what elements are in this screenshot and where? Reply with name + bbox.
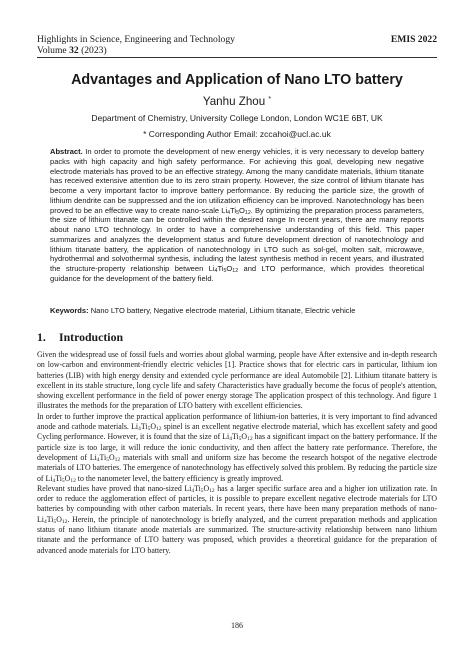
volume-year: (2023)	[78, 45, 107, 56]
section-number: 1.	[37, 330, 46, 344]
corresponding-email: * Corresponding Author Email: zccahoi@ucl.ac.uk	[143, 129, 331, 139]
volume-number: 32	[69, 45, 79, 56]
journal-name: Highlights in Science, Engineering and Technology	[37, 34, 235, 45]
section-title: Introduction	[59, 330, 124, 344]
keywords-text: Nano LTO battery, Negative electrode material, Lithium titanate, Electric vehicle	[90, 306, 356, 315]
affiliation: Department of Chemistry, University College London, London WC1E 6BT, UK	[91, 113, 383, 123]
introduction-body	[37, 350, 437, 556]
paragraph: Relevant studies have proved that nano-sized $Li_4Ti_5O_{12}$ has a larger specific surface area and a higher ion utilization rate. In order to reduce the agglomeration effect of particles, it is possible to prepare excellent negative electrode materials for LTO batteries by compounding with other carbon materials. In recent years, there have been many preparation methods of nano-$Li_4Ti_5O_{12}$. Herein, the principle of nanotechnology is briefly analyzed, and the current preparation methods and application status of nano lithium titanate anode materials are summarized. The structure-activity relationship between nano lithium titanate and the performance of LTO battery was proposed, which provides a theoretical guidance for the preparation of advanced anode materials for LTO battery.	[37, 483, 437, 555]
author-mark: *	[268, 96, 272, 103]
volume-prefix: Volume	[37, 45, 70, 56]
conference-name: EMIS 2022	[390, 34, 437, 45]
paper-title: Advantages and Application of Nano LTO battery	[71, 72, 403, 88]
paragraph: Given the widespread use of fossil fuels and worries about global warming, people have After extensive and in-depth research on low-carbon and environment-friendly electric vehicles [1]. Practice shows that for electric cars in particular, lithium ion batteries (LIB) with high energy density and extended cycle performance are ideal Automobile [2]. Lithium titanate battery is excellent in its stable structure, long cycle life and safety Characteristics have gradually become the focus of people's attention, showing excellent performance in the field of power energy storage The application prospect of this technology. And figure 1 illustrates the methods for the preparation of LTO battery with excellent efficiencies.	[37, 350, 437, 411]
abstract-label: Abstract.	[50, 147, 83, 156]
author-line	[0, 95, 474, 108]
abstract	[50, 147, 424, 284]
page-number: 186	[231, 621, 243, 630]
section-heading	[37, 330, 123, 345]
paragraph: In order to further improve the practical application performance of lithium-ion batteries, it is very important to find advanced anode and cathode materials. $Li_4Ti_5O_{12}$ spinel is an excellent negative electrode material, which has excellent safety and good Cycling performance. However, it is found that the size of $Li_4Ti_5O_{12}$ has a significant impact on the battery performance. If the particle size is too large, it will reduce the ionic conductivity, and then affect the battery rate performance. Therefore, the development of $Li_4Ti_5O_{12}$ materials with small and uniform size has become the research hotspot of the negative electrode materials of LTO batteries. The emergence of nanotechnology has effectively solved this problem. By reducing the particle size of $Li_4Ti_5O_{12}$ to the nanometer level, the battery efficiency is greatly improved.	[37, 411, 437, 484]
volume-info	[37, 45, 107, 56]
keywords-label: Keywords:	[50, 306, 89, 315]
author-name: Yanhu Zhou	[202, 95, 266, 108]
keywords	[50, 306, 424, 316]
abstract-text: In order to promote the development of new energy vehicles, it is very necessary to develop battery packs with high capacity and high safety performance. For achieving this goal, developing new negative electrode materials has proved to be an effective strategy. Among the many candidate materials, lithium titanate has received extensive attention due to its zero strain property. However, the size control of lithium titanate has become a very important factor to improve battery performance. By reducing the particle size, the growth of lithium dendrite can be suppressed and the ion utilization efficiency can be improved. Nanotechnology has been proved to be an effective way to create nano-scale $Li_4Ti_5O_{12}$. By optimizing the preparation process parameters, the size of lithium titanate can be controlled within the desired range In recent years, there are many reports about nano LTO technology. In order to have a comprehensive understanding of this field. This paper summarizes and analyzes the development status and future development direction of nanotechnology and lithium titanate battery, the application of nanotechnology in LTO such as sol-gel, molten salt, microwave, hydrothermal and solvothermal synthesis, including the latest synthesis method in recent years, and illustrated the structure-property relationship between $Li_4Ti_5O_{12}$ and LTO performance, which provides theoretical guidance for the development of the battery field.	[50, 147, 424, 283]
header-rule	[37, 57, 437, 58]
